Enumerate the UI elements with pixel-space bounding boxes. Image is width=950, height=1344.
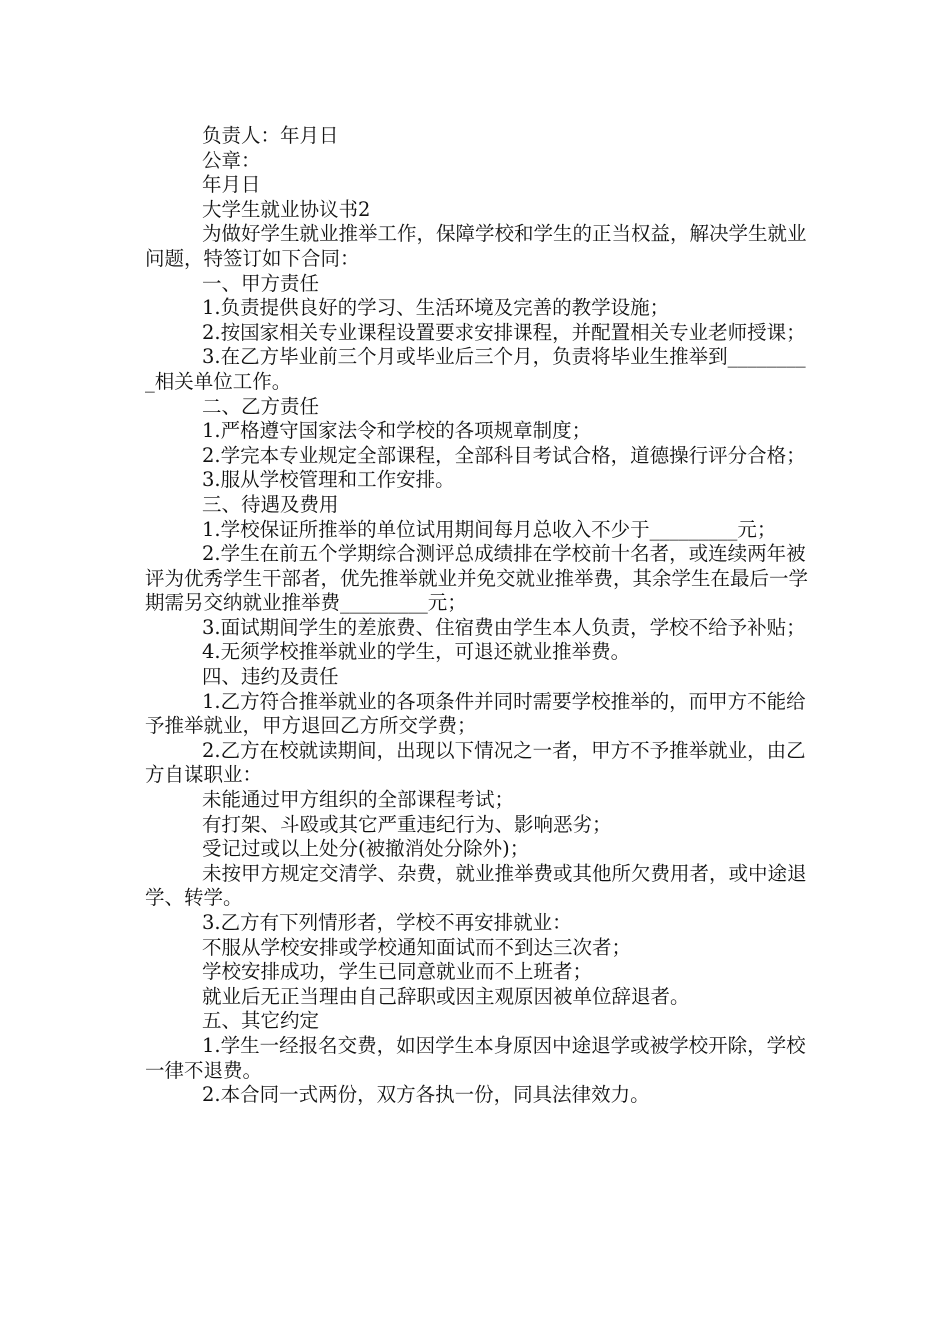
clause: 1.负责提供良好的学习、生活环境及完善的教学设施； [202, 296, 670, 320]
clause: 2.学完本专业规定全部课程，全部科目考试合格，道德操行评分合格； [202, 443, 806, 467]
sub-clause: 就业后无正当理由自己辞职或因主观原因被单位辞退者。 [202, 984, 690, 1008]
clause: 2.乙方在校就读期间，出现以下情况之一者，甲方不予推举就业，由乙方自谋职业： [145, 738, 806, 787]
section-heading-other: 五、其它约定 [202, 1009, 320, 1033]
document-title: 大学生就业协议书2 [202, 197, 371, 221]
section-heading-fees: 三、待遇及费用 [202, 492, 339, 516]
sub-clause: 不服从学校安排或学校通知面试而不到达三次者； [202, 935, 632, 959]
signature-line: 负责人：年月日 [202, 124, 339, 147]
section-heading-party-a: 一、甲方责任 [202, 271, 320, 295]
clause: 1.学生一经报名交费，如因学生本身原因中途退学或被学校开除，学校一律不退费。 [145, 1033, 806, 1082]
intro-paragraph: 为做好学生就业推举工作，保障学校和学生的正当权益，解决学生就业问题，特签订如下合同： [145, 222, 807, 270]
date-line: 年月日 [202, 173, 261, 197]
sub-clause: 未能通过甲方组织的全部课程考试； [202, 788, 515, 812]
section-heading-party-b: 二、乙方责任 [202, 394, 320, 418]
section-heading-breach: 四、违约及责任 [202, 665, 339, 689]
clause: 3.服从学校管理和工作安排。 [202, 468, 455, 492]
clause: 3.在乙方毕业前三个月或毕业后三个月，负责将毕业生推举到_________相关单位工作。 [145, 345, 806, 393]
clause: 2.按国家相关专业课程设置要求安排课程，并配置相关专业老师授课； [202, 320, 806, 344]
document-body [145, 124, 809, 1108]
clause: 1.严格遵守国家法令和学校的各项规章制度； [202, 419, 592, 443]
clause: 1.学校保证所推举的单位试用期间每月总收入不少于_________元； [202, 517, 777, 541]
seal-line: 公章： [202, 148, 261, 172]
sub-clause: 学校安排成功，学生已同意就业而不上班者； [202, 960, 593, 984]
clause: 3.面试期间学生的差旅费、住宿费由学生本人负责，学校不给予补贴； [202, 615, 806, 639]
clause: 1.乙方符合推举就业的各项条件并同时需要学校推举的，而甲方不能给予推举就业，甲方退回乙方所交学费； [145, 689, 806, 738]
clause: 4.无须学校推举就业的学生，可退还就业推举费。 [202, 640, 631, 664]
sub-clause: 未按甲方规定交清学、杂费，就业推举费或其他所欠费用者，或中途退学、转学。 [145, 861, 807, 910]
clause: 2.本合同一式两份，双方各执一份，同具法律效力。 [202, 1083, 650, 1107]
clause: 2.学生在前五个学期综合测评总成绩排在学校前十名者，或连续两年被评为优秀学生干部者，优先推举就业并免交就业推举费，其余学生在最后一学期需另交纳就业推举费_________元； [145, 542, 809, 615]
sub-clause: 有打架、斗殴或其它严重违纪行为、影响恶劣； [202, 812, 612, 836]
clause: 3.乙方有下列情形者，学校不再安排就业： [202, 911, 572, 934]
sub-clause: 受记过或以上处分(被撤消处分除外)； [202, 837, 530, 861]
